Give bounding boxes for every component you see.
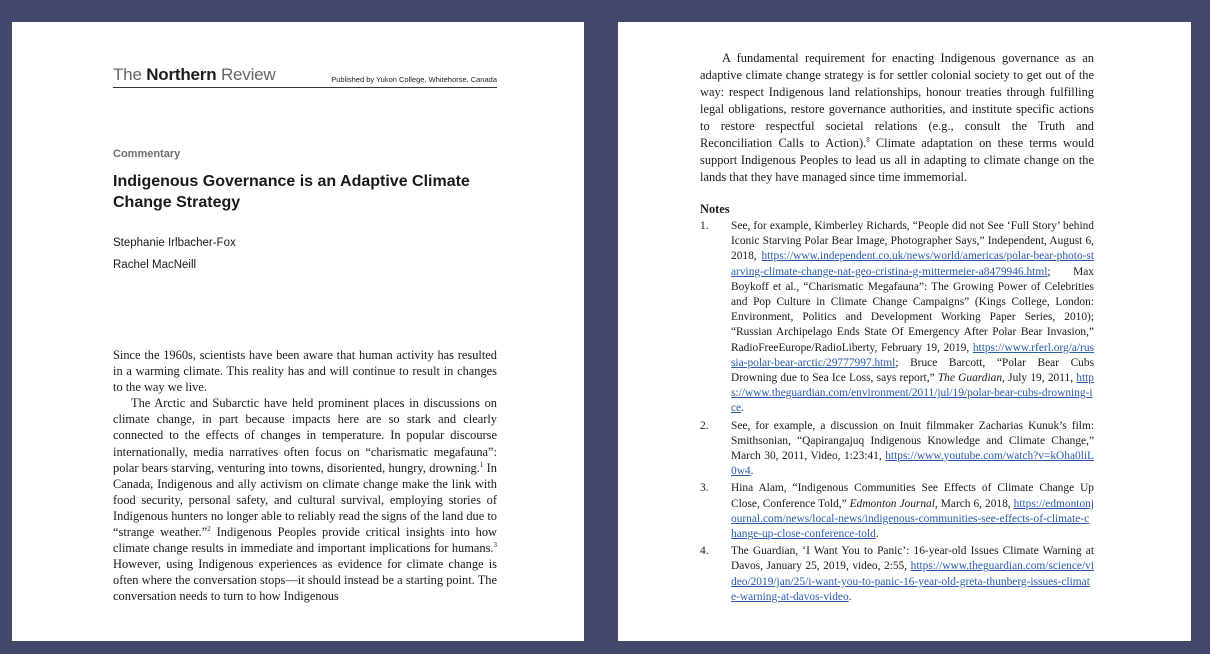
footnote-ref[interactable]: 8 [866,135,870,144]
footnote-ref[interactable]: 2 [207,524,211,533]
note-number: 4. [700,545,709,558]
article-body [113,347,497,605]
journal-name: The Northern Review [113,65,276,84]
publisher-line: Published by Yukon College, Whitehorse, Canada [331,75,497,84]
journal-masthead [113,65,497,88]
right-page [618,22,1191,641]
note-number: 3. [700,482,709,495]
note-item [700,219,1094,417]
note-link[interactable]: https://edmontonjournal.com/news/local-news/indigenous-communities-see-effects-of-climate-change-up-close-conference-told [731,497,1094,541]
article-title: Indigenous Governance is an Adaptive Climate Change Strategy [113,173,470,211]
note-item [700,481,1094,542]
article-body-continued [700,50,1094,186]
notes-heading: Notes [700,202,730,216]
note-link[interactable]: https://www.rferl.org/a/russia-polar-bear-arctic/29777997.html [731,341,1094,369]
left-page [12,22,584,641]
note-text: The Guardian, ‘I Want You to Panic’: 16-year-old Issues Climate Warning at Davos, January 25, 2019, video, 2:55, https://www.theguardian.com/science/video/2019/jan/25/i-want-you-to-panic-16-year-old-greta-thunberg-issues-climate-warning-at-davos-video. [731,545,1094,603]
note-item [700,544,1094,605]
body-paragraph: The Arctic and Subarctic have held prominent places in discussions on climate change, in part because impacts here are so stark and clearly connected to the effects of changes in temperature. In popular discourse internationally, media narratives often focus on “charismatic megafauna”: polar bears starving, venturing into towns, disoriented, hungry, drowning.$^1$ In Canada, Indigenous and ally activism on climate change make the link with food security, personal safety, and cultural survival, employing stories of Indigenous hunters no longer able to reliably read the signs of the land due to “strange weather.”$^2$ Indigenous Peoples provide critical insights into how climate change results in immediate and important implications for humans.$^3$ However, using Indigenous experiences as evidence for climate change is often where the conversation stops—it should instead be a starting point. The conversation needs to turn to how Indigenous [113,396,497,604]
note-item [700,419,1094,480]
note-number: 1. [700,220,709,232]
note-link[interactable]: https://www.independent.co.uk/news/world/americas/polar-bear-photo-starving-climate-change-nat-geo-cristina-g-mittermeier-a8479946.html [731,250,1094,278]
note-number: 2. [700,419,709,432]
author-name: Stephanie Irlbacher-Fox [113,237,236,249]
note-link[interactable]: https://www.theguardian.com/environment/2011/jul/19/polar-bear-cubs-drowning-ice [731,372,1095,415]
note-link[interactable]: https://www.theguardian.com/science/video/2019/jan/25/i-want-you-to-panic-16-year-old-greta-thunberg-issues-climate-warning-at-davos-video [731,560,1094,603]
note-text: See, for example, Kimberley Richards, “People did not See ‘Full Story’ behind Iconic Starving Polar Bear Image, Photographer Says,” Independent, August 6, 2018, https://www.independent.co.uk/news/world/americas/polar-bear-photo-starving-climate-change-nat-geo-cristina-g-mittermeier-a8479946.html; Max Boykoff et al., “Charismatic Megafauna”: The Growing Power of Celebrities and Pop Culture in Climate Change Campaigns” (Kings College, London: Environment, Politics and Development Working Paper Series, 2010); “Russian Archipelago Ends State Of Emergency After Polar Bear Invasion,” RadioFreeEurope/RadioLiberty, February 19, 2019, https://www.rferl.org/a/russia-polar-bear-arctic/29777997.html; Bruce Barcott, “Polar Bear Cubs Drowning due to Sea Ice Loss, says report,” The Guardian, July 19, 2011, https://www.theguardian.com/environment/2011/jul/19/polar-bear-cubs-drowning-ice. [731,220,1095,415]
note-text: See, for example, a discussion on Inuit filmmaker Zacharias Kunuk’s film: Smithsonian, “Qapirangajuq Indigenous Knowledge and Climate Change,” March 30, 2011, Video, 1:23:41, https://www.youtube.com/watch?v=kOha0liL0w4. [731,419,1094,478]
footnote-ref[interactable]: 1 [479,460,484,469]
footnote-ref[interactable]: 3 [493,541,497,549]
section-label: Commentary [113,148,181,160]
body-paragraph: Since the 1960s, scientists have been aware that human activity has resulted in a warming climate. This reality has and will continue to result in changes to the way we live. [113,348,497,395]
note-text: Hina Alam, “Indigenous Communities See Effects of Climate Change Up Close, Conference Told,” Edmonton Journal, March 6, 2018, https://edmontonjournal.com/news/local-news/indigenous-communities-see-effects-of-climate-change-up-close-conference-told. [731,482,1094,541]
notes-list [700,219,1094,607]
body-paragraph: A fundamental requirement for enacting Indigenous governance as an adaptive climate change strategy is for settler colonial society to get out of the way: respect Indigenous land relationships, honour treaties through fulfilling legal obligations, restore governance authorities, and institute specific actions to restore respectful societal relations (e.g., consult the Truth and Reconciliation Calls to Action).$^8$ Climate adaptation on these terms would support Indigenous Peoples to lead us all in adapting to climate change on the lands that they have managed since time immemorial. [700,51,1094,184]
author-name: Rachel MacNeill [113,259,197,271]
note-link[interactable]: https://www.youtube.com/watch?v=kOha0liL0w4 [731,450,1094,478]
